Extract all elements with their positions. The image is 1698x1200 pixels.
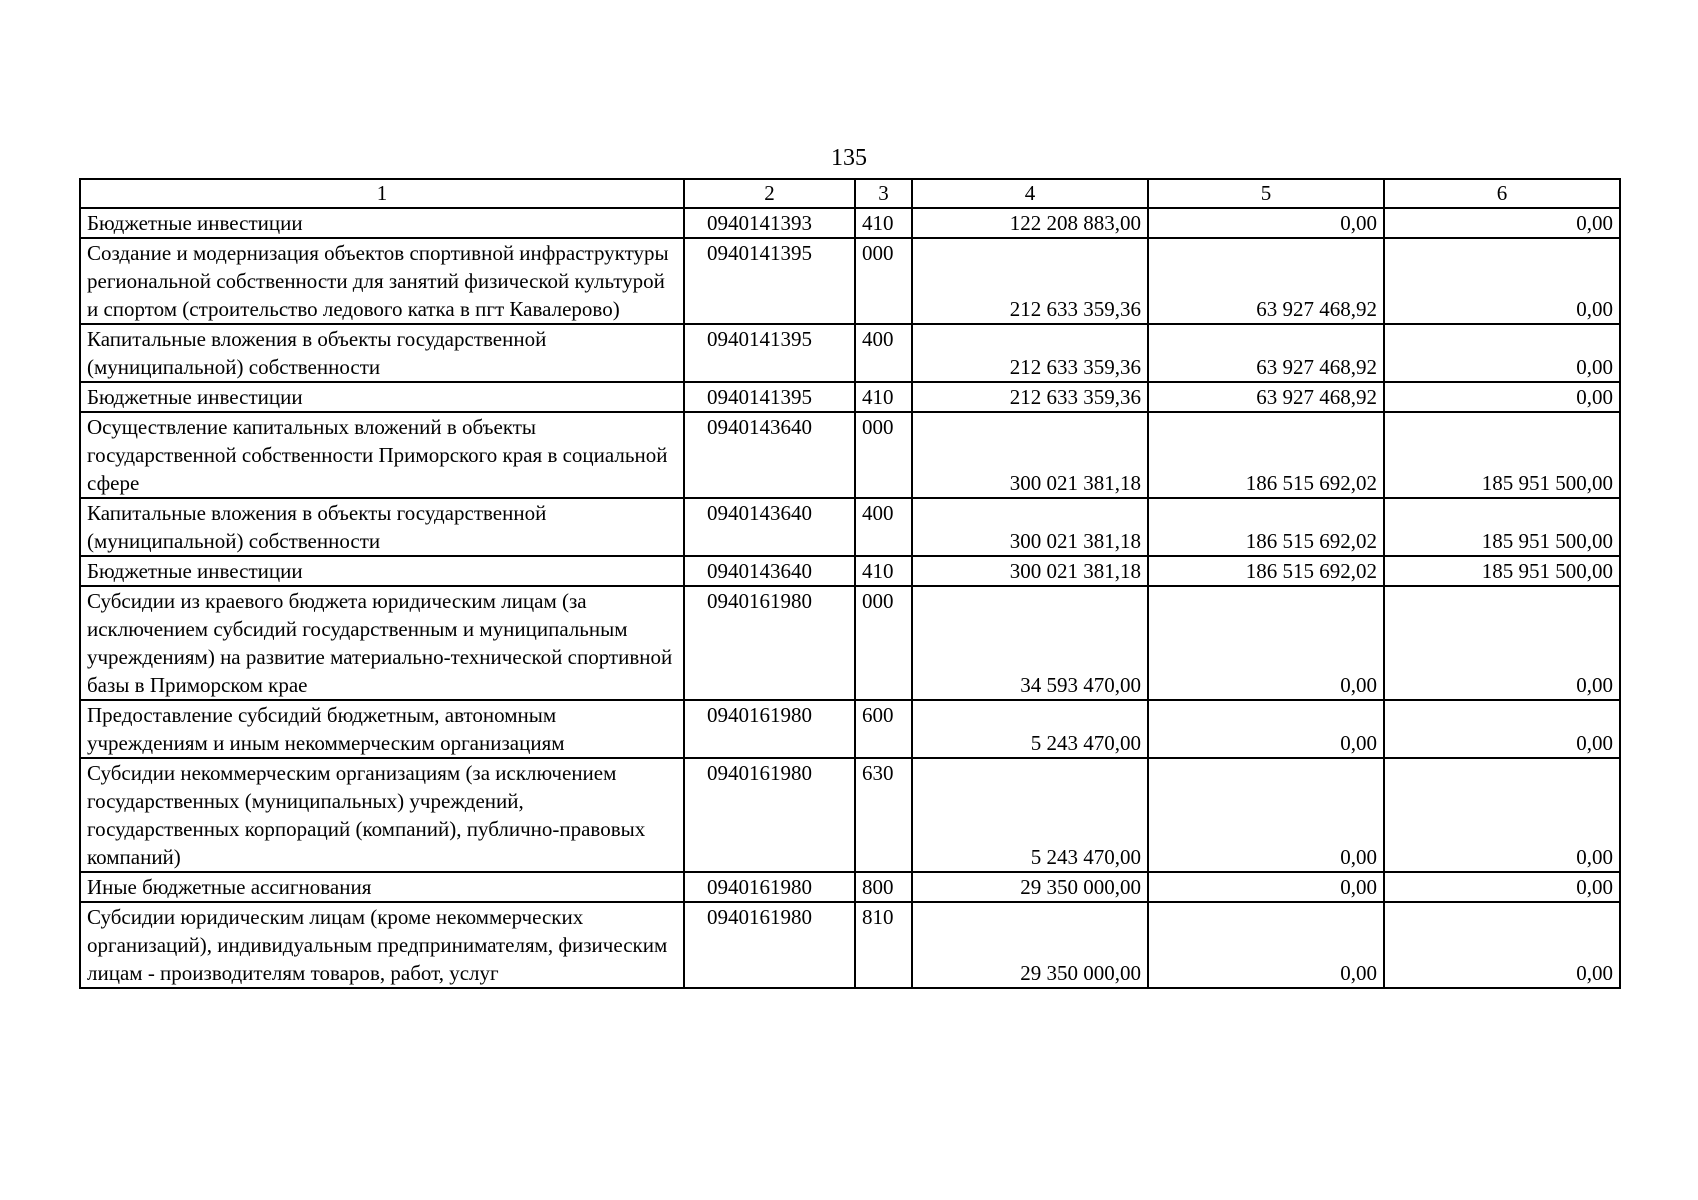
row-type-cell: 000 [855,586,912,700]
row-value-6-cell: 0,00 [1384,872,1620,902]
row-value-6-cell: 185 951 500,00 [1384,412,1620,498]
row-name-cell: Капитальные вложения в объекты государственной (муниципальной) собственности [80,324,684,382]
row-name-cell: Предоставление субсидий бюджетным, автономным учреждениям и иным некоммерческим организациям [80,700,684,758]
row-value-5-cell: 0,00 [1148,872,1384,902]
row-code-cell: 0940141393 [684,208,855,238]
table-row [80,586,1620,700]
row-code-cell: 0940143640 [684,498,855,556]
row-value-6-cell: 0,00 [1384,758,1620,872]
row-type-cell: 400 [855,324,912,382]
table-row [80,412,1620,498]
row-code-cell: 0940161980 [684,902,855,988]
table-row [80,208,1620,238]
row-value-5-cell: 0,00 [1148,700,1384,758]
row-value-5-cell: 63 927 468,92 [1148,382,1384,412]
budget-table [79,178,1621,989]
row-code-cell: 0940161980 [684,700,855,758]
row-type-cell: 410 [855,556,912,586]
row-name-cell: Субсидии юридическим лицам (кроме некоммерческих организаций), индивидуальным предпринимателям, физическим лицам - производителям товаров, работ, услуг [80,902,684,988]
table-row [80,238,1620,324]
row-value-4-cell: 34 593 470,00 [912,586,1148,700]
row-type-cell: 400 [855,498,912,556]
row-name-cell: Субсидии из краевого бюджета юридическим лицам (за исключением субсидий государственным и муниципальным учреждениям) на развитие материально-технической спортивной базы в Приморском крае [80,586,684,700]
table-row [80,382,1620,412]
row-code-cell: 0940161980 [684,586,855,700]
row-value-6-cell: 0,00 [1384,238,1620,324]
row-value-6-cell: 0,00 [1384,700,1620,758]
row-value-5-cell: 186 515 692,02 [1148,498,1384,556]
row-name-cell: Иные бюджетные ассигнования [80,872,684,902]
row-type-cell: 000 [855,412,912,498]
row-value-4-cell: 29 350 000,00 [912,872,1148,902]
row-value-4-cell: 300 021 381,18 [912,412,1148,498]
row-value-4-cell: 212 633 359,36 [912,324,1148,382]
row-value-4-cell: 212 633 359,36 [912,238,1148,324]
row-code-cell: 0940141395 [684,382,855,412]
row-value-4-cell: 122 208 883,00 [912,208,1148,238]
row-value-5-cell: 186 515 692,02 [1148,412,1384,498]
row-value-5-cell: 186 515 692,02 [1148,556,1384,586]
row-value-6-cell: 185 951 500,00 [1384,498,1620,556]
row-value-5-cell: 0,00 [1148,902,1384,988]
table-row [80,324,1620,382]
row-type-cell: 410 [855,382,912,412]
table-header-row [80,179,1620,208]
row-type-cell: 600 [855,700,912,758]
row-value-4-cell: 5 243 470,00 [912,758,1148,872]
row-code-cell: 0940143640 [684,556,855,586]
row-value-4-cell: 300 021 381,18 [912,498,1148,556]
row-type-cell: 000 [855,238,912,324]
table-row [80,700,1620,758]
row-value-6-cell: 0,00 [1384,586,1620,700]
row-code-cell: 0940143640 [684,412,855,498]
table-row [80,758,1620,872]
header-cell: 5 [1148,179,1384,208]
row-name-cell: Создание и модернизация объектов спортивной инфраструктуры региональной собственности для занятий физической культурой и спортом (строительство ледового катка в пгт Кавалерово) [80,238,684,324]
row-value-5-cell: 0,00 [1148,586,1384,700]
row-type-cell: 800 [855,872,912,902]
row-name-cell: Бюджетные инвестиции [80,556,684,586]
header-cell: 3 [855,179,912,208]
row-value-4-cell: 29 350 000,00 [912,902,1148,988]
row-value-5-cell: 63 927 468,92 [1148,238,1384,324]
row-name-cell: Бюджетные инвестиции [80,382,684,412]
row-value-4-cell: 5 243 470,00 [912,700,1148,758]
header-cell: 6 [1384,179,1620,208]
header-cell: 4 [912,179,1148,208]
row-value-5-cell: 0,00 [1148,208,1384,238]
header-cell: 2 [684,179,855,208]
row-value-6-cell: 0,00 [1384,208,1620,238]
table-row [80,872,1620,902]
row-name-cell: Капитальные вложения в объекты государственной (муниципальной) собственности [80,498,684,556]
row-value-6-cell: 0,00 [1384,382,1620,412]
table-row [80,498,1620,556]
row-name-cell: Осуществление капитальных вложений в объекты государственной собственности Приморского края в социальной сфере [80,412,684,498]
row-value-4-cell: 212 633 359,36 [912,382,1148,412]
row-code-cell: 0940141395 [684,324,855,382]
row-type-cell: 810 [855,902,912,988]
table-row [80,556,1620,586]
row-value-6-cell: 185 951 500,00 [1384,556,1620,586]
row-value-6-cell: 0,00 [1384,324,1620,382]
row-value-5-cell: 0,00 [1148,758,1384,872]
header-cell: 1 [80,179,684,208]
page-number: 135 [831,145,867,171]
row-type-cell: 410 [855,208,912,238]
row-value-6-cell: 0,00 [1384,902,1620,988]
table-row [80,902,1620,988]
row-code-cell: 0940161980 [684,758,855,872]
row-code-cell: 0940161980 [684,872,855,902]
row-code-cell: 0940141395 [684,238,855,324]
row-value-4-cell: 300 021 381,18 [912,556,1148,586]
row-value-5-cell: 63 927 468,92 [1148,324,1384,382]
row-type-cell: 630 [855,758,912,872]
row-name-cell: Бюджетные инвестиции [80,208,684,238]
row-name-cell: Субсидии некоммерческим организациям (за исключением государственных (муниципальных) учреждений, государственных корпораций (компаний), публично-правовых компаний) [80,758,684,872]
